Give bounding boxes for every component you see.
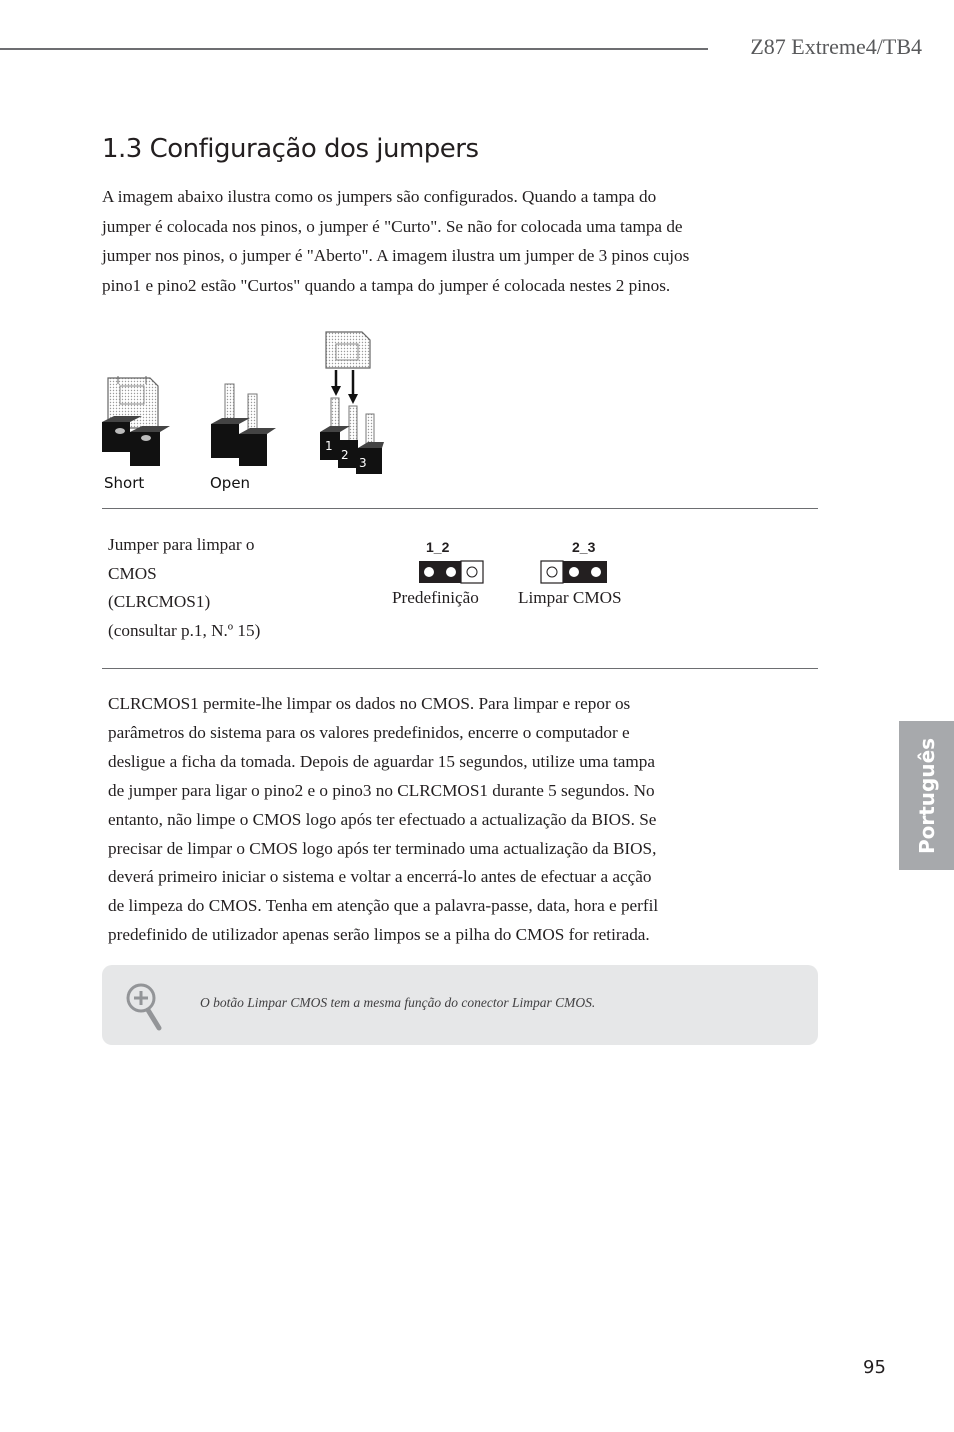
pin-label-2: 2: [341, 448, 349, 462]
body-line: CLRCMOS1 permite-lhe limpar os dados no CMOS. Para limpar e repor os: [108, 694, 631, 713]
open-label: Open: [210, 474, 251, 492]
note-box: [102, 965, 818, 1045]
default-setting: [392, 539, 502, 619]
jumper-illustration: [100, 326, 400, 496]
note-text: O botão Limpar CMOS tem a mesma função do conector Limpar CMOS.: [200, 995, 596, 1010]
intro-paragraph: [102, 182, 782, 300]
body-line: predefinido de utilizador apenas serão limpos se a pilha do CMOS for retirada.: [108, 925, 650, 945]
language-tab: [899, 721, 954, 870]
intro-line: pino1 e pino2 estão "Curtos" quando a tampa do jumper é colocada nestes 2 pinos.: [102, 275, 671, 295]
header-rule: [0, 48, 708, 50]
clear-pin-diagram-icon: [540, 560, 608, 584]
body-line: desligue a ficha da tomada. Depois de aguardar 15 segundos, utilize uma tampa: [108, 751, 655, 771]
header-model-title: Z87 Extreme4/TB4: [750, 34, 922, 59]
clear-caption: Limpar CMOS: [518, 588, 622, 607]
body-line: de jumper para ligar o pino2 e o pino3 no CLRCMOS1 durante 5 segundos. No: [108, 780, 655, 800]
page-number: 95: [863, 1357, 886, 1378]
table-top-rule: [102, 508, 818, 509]
jumper-label-line: Jumper para limpar o: [108, 535, 255, 554]
jumper-description: [108, 531, 338, 645]
short-label: Short: [104, 474, 145, 492]
intro-line: jumper nos pinos, o jumper é "Aberto". A imagem ilustra um jumper de 3 pinos cujos: [102, 246, 690, 266]
table-bottom-rule: [102, 668, 818, 669]
language-tab-label: Português: [914, 737, 939, 854]
body-line: deverá primeiro iniciar o sistema e voltar a encerrá-lo antes de efectuar a acção: [108, 867, 652, 887]
intro-line: A imagem abaixo ilustra como os jumpers são configurados. Quando a tampa do: [102, 187, 657, 206]
jumper-label-line: (consultar p.1, N.º 15): [108, 620, 261, 640]
default-caption: Predefinição: [392, 588, 479, 607]
short-jumper-icon: [102, 376, 170, 466]
open-jumper-icon: [211, 384, 276, 466]
body-line: de limpeza do CMOS. Tenha em atenção que a palavra-passe, data, hora e perfil: [108, 896, 659, 916]
body-line: entanto, não limpe o CMOS logo após ter efectuado a actualização da BIOS. Se: [108, 809, 657, 829]
default-pin-diagram-icon: [418, 560, 484, 584]
clear-cmos-setting: [518, 539, 648, 619]
section-title: 1.3 Configuração dos jumpers: [102, 134, 479, 164]
pin-label-3: 3: [359, 456, 367, 470]
jumper-label-line: (CLRCMOS1): [108, 592, 211, 612]
clear-pins-label: 2_3: [572, 539, 596, 555]
jumper-label-line: CMOS: [108, 563, 157, 583]
pin-label-1: 1: [325, 439, 333, 453]
intro-line: jumper é colocada nos pinos, o jumper é "Curto". Se não for colocada uma tampa de: [102, 216, 683, 236]
body-line: precisar de limpar o CMOS logo após ter terminado uma actualização da BIOS,: [108, 838, 657, 858]
clrcmos-paragraph: [108, 690, 748, 950]
default-pins-label: 1_2: [426, 539, 450, 555]
body-line: parâmetros do sistema para os valores predefinidos, encerre o computador e: [108, 722, 630, 742]
magnifier-plus-icon: [124, 981, 164, 1033]
